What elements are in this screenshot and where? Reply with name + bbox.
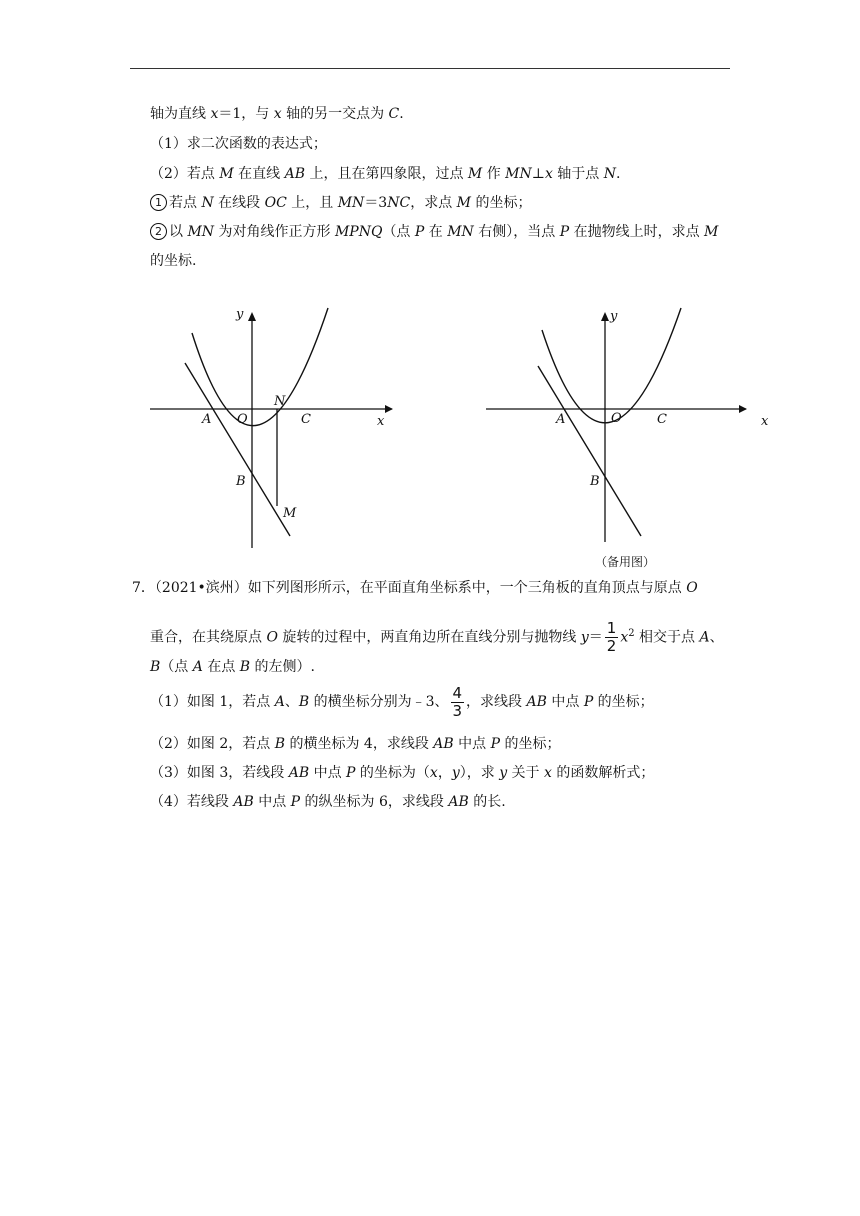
label-x: x bbox=[377, 414, 385, 429]
label-c: C bbox=[657, 412, 667, 427]
label-x: x bbox=[761, 414, 769, 429]
header-rule bbox=[130, 68, 730, 69]
p6-line-axis: 轴为直线 x＝1，与 x 轴的另一交点为 C. bbox=[150, 106, 404, 122]
y-axis-arrow bbox=[248, 312, 256, 321]
label-y: y bbox=[610, 309, 618, 324]
p7-question-4: （4）若线段 AB 中点 P 的纵坐标为 6，求线段 AB 的长. bbox=[150, 794, 506, 810]
label-origin: O bbox=[237, 412, 248, 427]
line-ab bbox=[538, 366, 641, 536]
x-axis-arrow bbox=[385, 405, 393, 413]
p7-question-2: （2）如图 2，若点 B 的横坐标为 4，求线段 AB 中点 P 的坐标； bbox=[150, 736, 561, 752]
p7-line-3: B（点 A 在点 B 的左侧）. bbox=[150, 659, 315, 675]
p7-line-2: 重合，在其绕原点 O 旋转的过程中，两直角边所在直线分别与抛物线 y＝ $\frac{1}{2}$ $x^2$ 相交于点 A、 bbox=[150, 619, 724, 656]
line-ab bbox=[185, 363, 290, 536]
fraction-four-thirds: $\frac{4}{3}$ bbox=[452, 683, 463, 720]
label-a: A bbox=[556, 412, 566, 427]
p6-subquestion-2-cont: 的坐标. bbox=[150, 253, 197, 269]
p7-question-1: （1）如图 1，若点 A、B 的横坐标分别为﹣3、 $\frac{4}{3}$ ，求线段 AB 中点 P 的坐标； bbox=[150, 683, 654, 720]
circled-number-2: 2 bbox=[150, 223, 167, 240]
p6-subquestion-2: 2 以 MN 为对角线作正方形 MPNQ（点 P 在 MN 右侧），当点 P 在抛物线上时，求点 M bbox=[150, 222, 718, 242]
p7-question-3: （3）如图 3，若线段 AB 中点 P 的坐标为（x，y），求 y 关于 x 的函数解析式； bbox=[150, 765, 655, 781]
circled-number-1: 1 bbox=[150, 194, 167, 211]
parabola-figure-2 bbox=[478, 300, 778, 575]
p6-question-2: （2）若点 M 在直线 AB 上，且在第四象限，过点 M 作 MN⊥x 轴于点 N. bbox=[150, 166, 621, 182]
p6-subquestion-1: 1 若点 N 在线段 OC 上，且 MN＝3NC，求点 M 的坐标； bbox=[150, 193, 531, 213]
label-b: B bbox=[590, 474, 600, 489]
label-n: N bbox=[274, 394, 286, 409]
parabola-figure-1 bbox=[140, 300, 410, 555]
label-b: B bbox=[236, 474, 246, 489]
label-y: y bbox=[236, 307, 244, 322]
parabola-curve bbox=[542, 308, 681, 423]
p7-line-1: 7．（2021•滨州）如下列图形所示，在平面直角坐标系中，一个三角板的直角顶点与原点 O bbox=[132, 580, 698, 596]
p6-question-1: （1）求二次函数的表达式； bbox=[150, 136, 327, 152]
label-c: C bbox=[301, 412, 311, 427]
figure-caption: （备用图） bbox=[595, 555, 656, 569]
label-a: A bbox=[202, 412, 212, 427]
fraction-one-half: $\frac{1}{2}$ bbox=[606, 619, 617, 656]
label-m: M bbox=[283, 506, 297, 521]
y-axis-arrow bbox=[601, 312, 609, 321]
x-axis-arrow bbox=[739, 405, 747, 413]
label-origin: O bbox=[611, 411, 622, 426]
